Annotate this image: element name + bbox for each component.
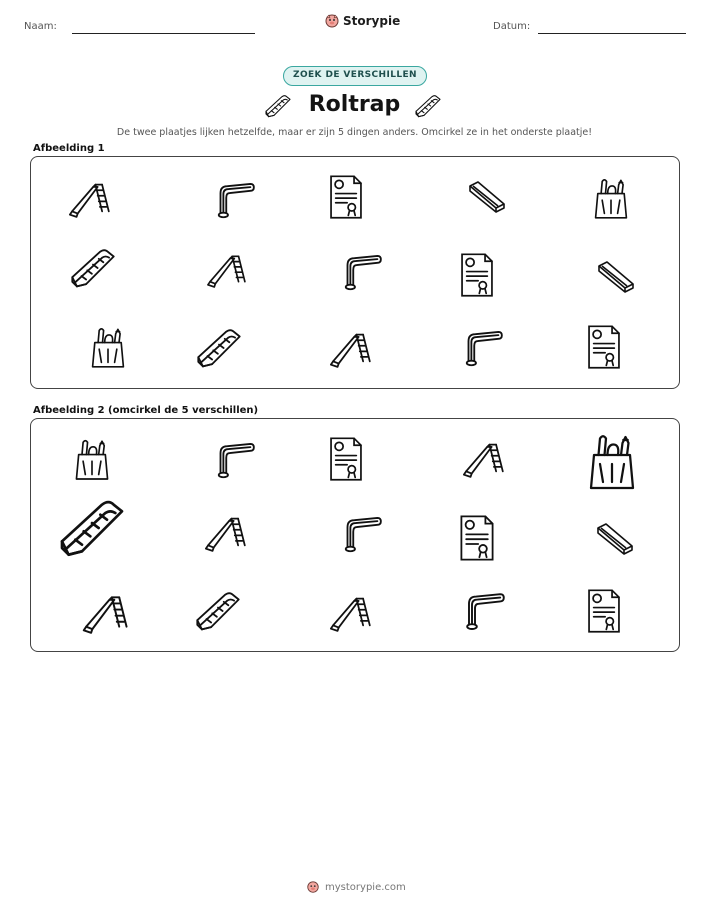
ramp-icon (465, 178, 507, 214)
escalator-icon (196, 326, 242, 370)
grocery-bag-icon (591, 176, 631, 220)
brand-logo (324, 13, 400, 29)
bike-rack-icon (336, 250, 382, 294)
slide-icon[interactable] (462, 438, 508, 478)
ramp-icon (594, 258, 636, 294)
name-label: Naam: (24, 21, 57, 32)
footer-brand[interactable] (306, 880, 406, 894)
picture-1-label: Afbeelding 1 (33, 143, 105, 154)
certificate-icon (328, 174, 364, 220)
date-label: Datum: (493, 21, 531, 32)
name-field[interactable] (72, 33, 255, 34)
slide-icon (206, 250, 250, 288)
slide-icon (329, 328, 375, 368)
bike-rack-icon (457, 326, 503, 370)
certificate-icon[interactable] (459, 514, 495, 562)
certificate-icon[interactable] (328, 436, 364, 482)
escalator-icon[interactable] (195, 588, 241, 634)
escalator-icon[interactable] (58, 498, 126, 558)
page-title: Roltrap (308, 92, 401, 117)
certificate-icon (459, 252, 495, 298)
pig-mascot-icon (324, 13, 340, 29)
bike-rack-icon[interactable] (336, 512, 382, 556)
bike-rack-icon[interactable] (457, 588, 505, 634)
date-field[interactable] (538, 33, 686, 34)
pig-mascot-icon (306, 880, 320, 894)
slide-icon[interactable] (204, 512, 250, 552)
grocery-bag-icon[interactable] (72, 436, 112, 482)
grocery-bag-icon[interactable] (585, 428, 639, 494)
picture-2-label: Afbeelding 2 (omcirkel de 5 verschillen) (33, 405, 259, 416)
bike-rack-icon[interactable] (209, 438, 255, 482)
slide-icon (68, 178, 114, 218)
activity-badge: ZOEK DE VERSCHILLEN (283, 66, 427, 86)
slide-icon[interactable] (329, 592, 375, 632)
certificate-icon[interactable] (586, 588, 622, 634)
footer-url: mystorypie.com (325, 881, 406, 893)
escalator-icon (70, 246, 116, 290)
ramp-icon[interactable] (594, 520, 634, 556)
instruction-text: De twee plaatjes lijken hetzelfde, maar er zijn 5 dingen anders. Omcirkel ze in het onderste plaatje! (116, 127, 593, 138)
brand-name: Storypie (343, 14, 401, 28)
certificate-icon (586, 324, 622, 370)
grocery-bag-icon (88, 325, 128, 369)
bike-rack-icon (209, 178, 255, 222)
slide-icon[interactable] (82, 590, 132, 634)
escalator-icon (414, 94, 442, 118)
